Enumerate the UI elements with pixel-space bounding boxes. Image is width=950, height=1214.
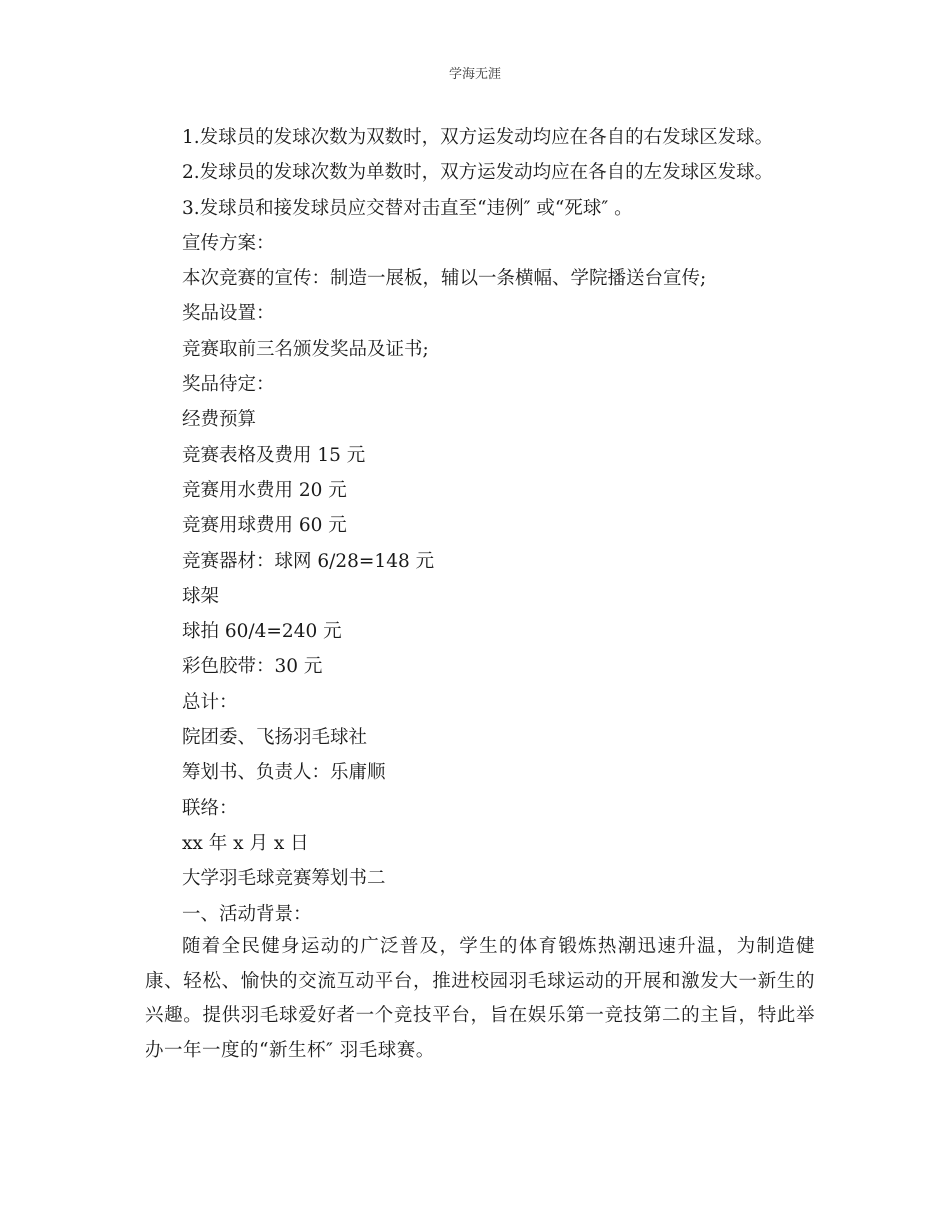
budget-item: 竞赛表格及费用 15 元 [182, 444, 366, 466]
budget-item: 球拍 60/4=240 元 [182, 621, 342, 643]
date: xx 年 x 月 x 日 [182, 832, 309, 854]
section-heading-prizes: 奖品设置： [182, 303, 275, 325]
contact: 联络： [182, 797, 238, 819]
organizer: 院团委、飞扬羽毛球社 [182, 727, 368, 749]
prizes-text: 竞赛取前三名颁发奖品及证书; [182, 338, 429, 360]
document-title-2: 大学羽毛球竞赛筹划书二 [182, 868, 386, 890]
background-paragraph: 随着全民健身运动的广泛普及，学生的体育锻炼热潮迅速升温，为制造健康、轻松、愉快的交流互动平台，推进校园羽毛球运动的开展和激发大一新生的兴趣。提供羽毛球爱好者一个竞技平台，旨在娱乐第一竞技第二的主旨，特此举办一年一度的“新生杯″ 羽毛球赛。 [145, 936, 815, 1061]
document-body [182, 124, 822, 936]
rule-line-1: 1.发球员的发球次数为双数时，双方运发动均应在各自的右发球区发球。 [182, 127, 774, 148]
budget-item: 竞赛用水费用 20 元 [182, 479, 347, 501]
budget-item: 球架 [182, 585, 220, 607]
section-heading-publicity: 宣传方案： [182, 232, 275, 254]
budget-item: 彩色胶带：30 元 [182, 656, 323, 678]
section-heading-budget: 经费预算 [182, 409, 257, 431]
prizes-pending: 奖品待定： [182, 374, 275, 396]
budget-item: 竞赛用球费用 60 元 [182, 515, 347, 537]
budget-total: 总计： [182, 691, 238, 713]
budget-item: 竞赛器材：球网 6/28=148 元 [182, 550, 435, 572]
rule-line-2: 2.发球员的发球次数为单数时，双方运发动均应在各自的左发球区发球。 [182, 162, 774, 184]
rule-line-3: 3.发球员和接发球员应交替对击直至“违例″ 或“死球″ 。 [182, 197, 633, 219]
responsible-person: 筹划书、负责人：乐庸顺 [182, 762, 386, 784]
section-heading-background: 一、活动背景： [182, 903, 312, 925]
publicity-text: 本次竞赛的宣传：制造一展板，辅以一条横幅、学院播送台宣传; [182, 268, 707, 290]
page-header: 学海无涯 [448, 67, 501, 82]
